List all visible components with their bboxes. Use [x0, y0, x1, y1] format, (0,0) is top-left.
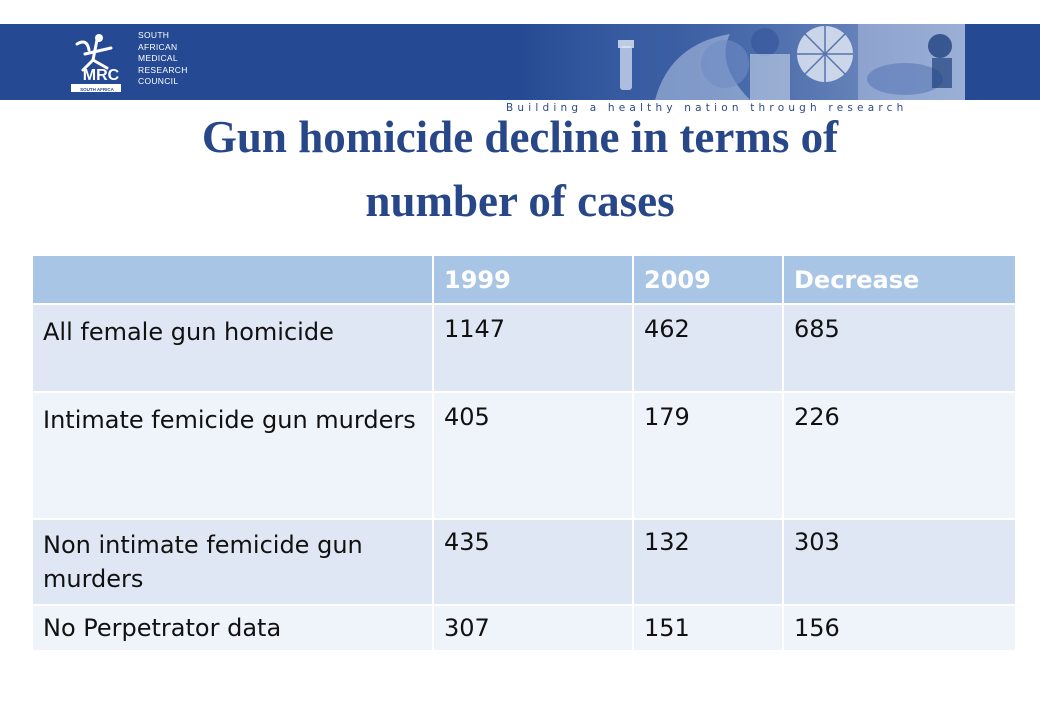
- council-line: AFRICAN: [138, 41, 178, 52]
- cell-1999: 307: [433, 605, 633, 650]
- council-line: MEDICAL: [138, 53, 178, 63]
- row-label: Non intimate femicide gun murders: [33, 519, 433, 605]
- cell-decrease: 156: [783, 605, 1015, 650]
- cell-2009: 462: [633, 304, 783, 392]
- cell-2009: 179: [633, 392, 783, 519]
- slide-title: [80, 105, 960, 233]
- table-row: [33, 519, 1015, 605]
- logo-text: MRC: [82, 67, 120, 84]
- cell-1999: 435: [433, 519, 633, 605]
- table-row: [33, 304, 1015, 392]
- table-row: [33, 392, 1015, 519]
- cell-1999: 1147: [433, 304, 633, 392]
- column-header-1999: 1999: [433, 256, 633, 304]
- cell-1999: 405: [433, 392, 633, 519]
- council-name: [138, 30, 218, 88]
- table-row: [33, 605, 1015, 650]
- slide-title-line-1: Gun homicide decline in terms of: [201, 112, 839, 162]
- banner-photo-collage: [520, 24, 965, 100]
- column-header-empty: [33, 256, 433, 304]
- slide-title-line-2: number of cases: [365, 176, 675, 226]
- data-table: [33, 256, 1015, 650]
- cell-decrease: 303: [783, 519, 1015, 605]
- column-header-2009: 2009: [633, 256, 783, 304]
- council-line: RESEARCH: [138, 64, 188, 75]
- cell-2009: 151: [633, 605, 783, 650]
- row-label: Intimate femicide gun murders: [33, 392, 433, 519]
- logo-subtext: SOUTH AFRICA: [80, 87, 114, 92]
- row-label: All female gun homicide: [33, 304, 433, 392]
- table-header-row: [33, 256, 1015, 304]
- row-label: No Perpetrator data: [33, 605, 433, 650]
- tagline: Building a healthy nation through research: [506, 102, 908, 114]
- cell-2009: 132: [633, 519, 783, 605]
- council-line: SOUTH: [138, 30, 170, 40]
- cell-decrease: 685: [783, 304, 1015, 392]
- column-header-decrease: Decrease: [783, 256, 1015, 304]
- council-line: COUNCIL: [138, 76, 179, 86]
- cell-decrease: 226: [783, 392, 1015, 519]
